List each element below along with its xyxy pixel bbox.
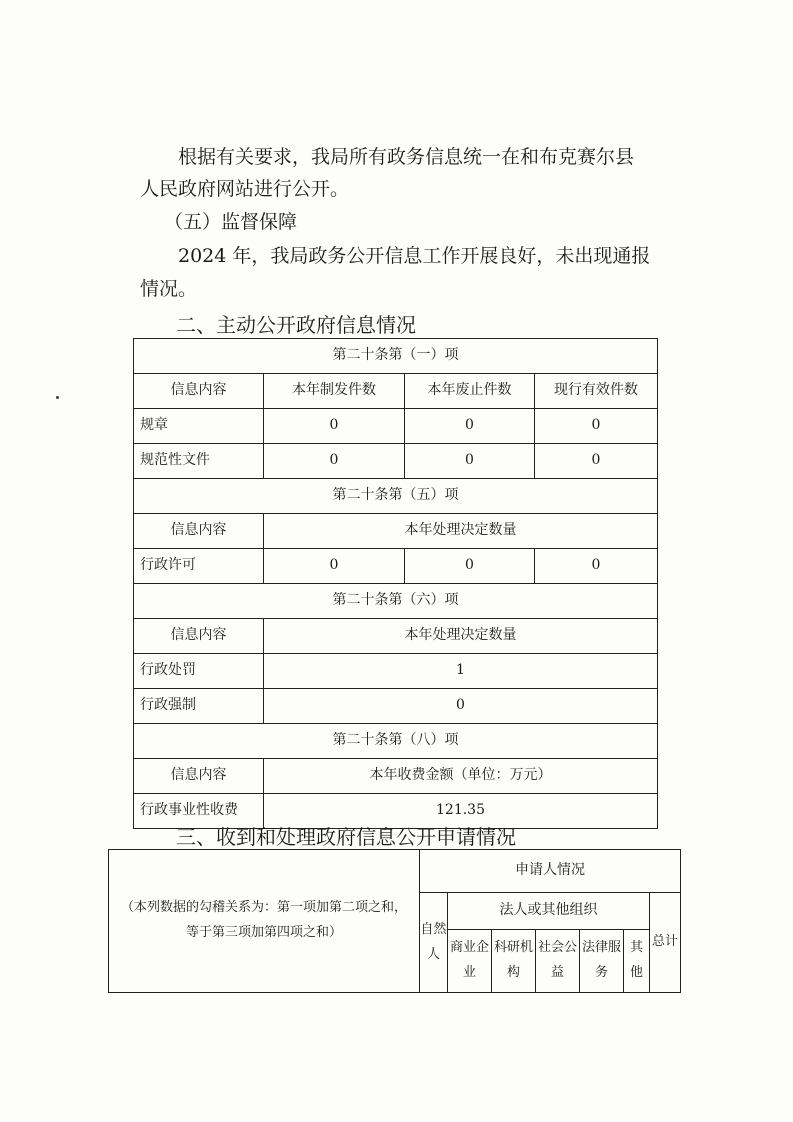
cell-value: 0 <box>264 409 405 444</box>
cell-value: 0 <box>405 444 535 479</box>
col-research-institution: 科研机构 <box>492 930 536 993</box>
application-handling-table <box>108 849 681 993</box>
row-label-regulations: 规章 <box>134 409 264 444</box>
header-valid-count: 现行有效件数 <box>535 374 658 409</box>
consistency-note: （本列数据的勾稽关系为：第一项加第二项之和，等于第三项加第四项之和） <box>109 850 420 993</box>
header-info-content: 信息内容 <box>134 619 264 654</box>
col-legal-service: 法律服务 <box>580 930 624 993</box>
total-header: 总计 <box>650 893 681 993</box>
active-disclosure-table <box>133 338 658 829</box>
cell-value: 1 <box>264 654 658 689</box>
subheading-supervision: （五）监督保障 <box>164 211 298 233</box>
applicant-info-header: 申请人情况 <box>420 850 681 893</box>
header-decision-count: 本年处理决定数量 <box>264 514 658 549</box>
paragraph-1-line-1: 根据有关要求，我局所有政务信息统一在和布克赛尔县 <box>178 146 635 168</box>
cell-value: 0 <box>264 444 405 479</box>
row-label-admin-license: 行政许可 <box>134 549 264 584</box>
col-public-welfare: 社会公益 <box>536 930 580 993</box>
natural-person-header: 自然人 <box>420 893 448 993</box>
header-decision-count: 本年处理决定数量 <box>264 619 658 654</box>
row-label-admin-enforcement: 行政强制 <box>134 689 264 724</box>
section-title-art20-6: 第二十条第（六）项 <box>134 584 658 619</box>
section-3-heading: 三、收到和处理政府信息公开申请情况 <box>176 825 516 849</box>
cell-value: 121.35 <box>264 794 658 829</box>
header-info-content: 信息内容 <box>134 759 264 794</box>
header-abolished-count: 本年废止件数 <box>405 374 535 409</box>
section-title-art20-1: 第二十条第（一）项 <box>134 339 658 374</box>
col-other: 其他 <box>624 930 650 993</box>
header-fee-amount: 本年收费金额（单位：万元） <box>264 759 658 794</box>
scan-speck <box>56 396 59 399</box>
header-info-content: 信息内容 <box>134 514 264 549</box>
paragraph-1-line-2: 人民政府网站进行公开。 <box>140 178 350 200</box>
row-label-normative-docs: 规范性文件 <box>134 444 264 479</box>
section-title-art20-8: 第二十条第（八）项 <box>134 724 658 759</box>
cell-value: 0 <box>535 549 658 584</box>
row-label-admin-penalty: 行政处罚 <box>134 654 264 689</box>
paragraph-2-line-2: 情况。 <box>140 278 198 300</box>
cell-value: 0 <box>264 689 658 724</box>
row-label-admin-fees: 行政事业性收费 <box>134 794 264 829</box>
section-2-heading: 二、主动公开政府信息情况 <box>176 313 416 337</box>
cell-value: 0 <box>535 444 658 479</box>
cell-value: 0 <box>264 549 405 584</box>
header-issued-count: 本年制发件数 <box>264 374 405 409</box>
cell-value: 0 <box>405 409 535 444</box>
cell-value: 0 <box>535 409 658 444</box>
section-title-art20-5: 第二十条第（五）项 <box>134 479 658 514</box>
cell-value: 0 <box>405 549 535 584</box>
col-commercial-enterprise: 商业企业 <box>448 930 492 993</box>
legal-org-header: 法人或其他组织 <box>448 893 650 930</box>
paragraph-2-line-1: 2024 年，我局政务公开信息工作开展良好，未出现通报 <box>178 245 651 267</box>
header-info-content: 信息内容 <box>134 374 264 409</box>
